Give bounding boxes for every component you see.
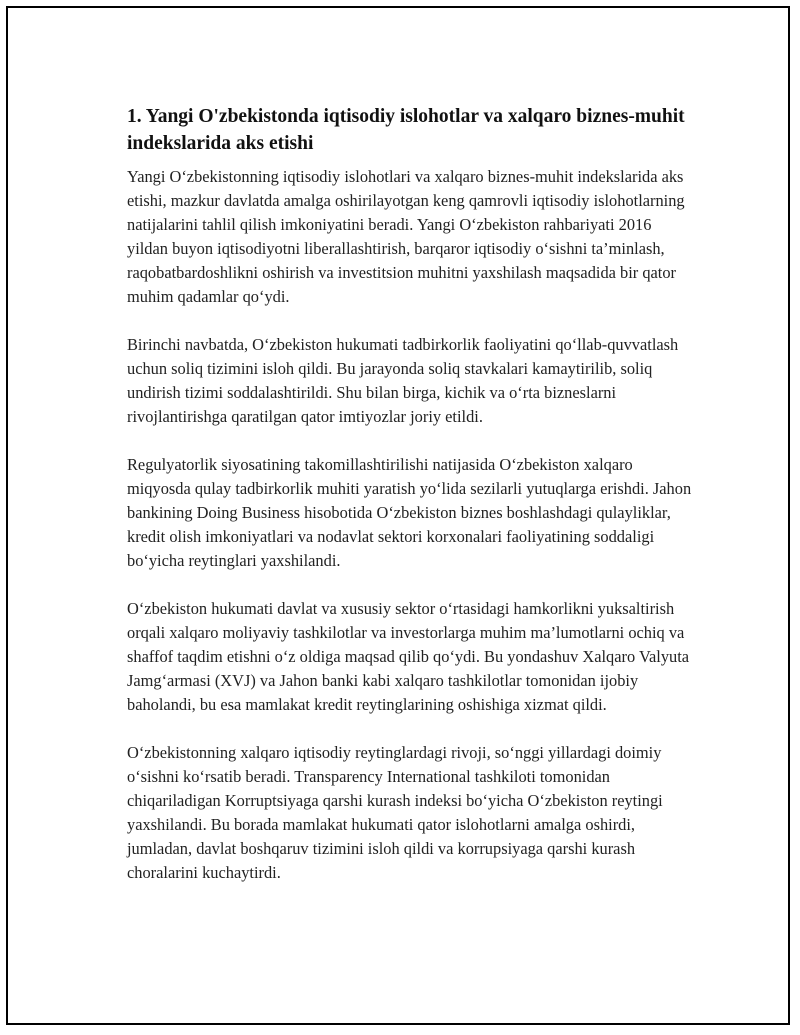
paragraph: O‘zbekistonning xalqaro iqtisodiy reytinglardagi rivoji, so‘nggi yillardagi doimiy o‘sishni ko‘rsatib beradi. Transparency International tashkiloti tomonidan chiqariladigan Korruptsiyaga qarshi kurash indeksi bo‘yicha O‘zbekiston reytingi yaxshilandi. Bu borada mamlakat hukumati qator islohotlarni amalga oshirdi, jumladan, davlat boshqaruv tizimini isloh qildi va korrupsiyaga qarshi kurash choralarini kuchaytirdi. [127, 743, 663, 882]
paragraph: Regulyatorlik siyosatining takomillashtirilishi natijasida O‘zbekiston xalqaro miqyosda qulay tadbirkorlik muhiti yaratish yo‘lida sezilarli yutuqlarga erishdi. Jahon bankining Doing Business hisobotida O‘zbekiston biznes boshlashdagi qulayliklar, kredit olish imkoniyatlari va nodavlat sektori korxonalari faoliyatining soddaligi bo‘yicha reytinglari yaxshilandi. [127, 455, 692, 570]
paragraph: O‘zbekiston hukumati davlat va xususiy sektor o‘rtasidagi hamkorlikni yuksaltirish orqali xalqaro moliyaviy tashkilotlar va investorlarga muhim ma’lumotlarni ochiq va shaffof taqdim etishni o‘z oldiga maqsad qilib qo‘ydi. Bu yondashuv Xalqaro Valyuta Jamg‘armasi (XVJ) va Jahon banki kabi xalqaro tashkilotlar tomonidan ijobiy baholandi, bu esa mamlakat kredit reytinglarining oshishiga xizmat qildi. [127, 599, 690, 714]
paragraph: Birinchi navbatda, O‘zbekiston hukumati tadbirkorlik faoliyatini qo‘llab-quvvatlash uchun soliq tizimini isloh qildi. Bu jarayonda soliq stavkalari kamaytirilib, soliq undirish tizimi soddalashtirildi. Shu bilan birga, kichik va o‘rta bizneslarni rivojlantirishga qaratilgan qator imtiyozlar joriy etildi. [127, 335, 679, 426]
paragraph: Yangi O‘zbekistonning iqtisodiy islohotlari va xalqaro biznes-muhit indekslarida aks etishi, mazkur davlatda amalga oshirilayotgan keng qamrovli iqtisodiy islohotlarning natijalarini tahlil qilish imkoniyatini beradi. Yangi O‘zbekiston rahbariyati 2016 yildan buyon iqtisodiyotni liberallashtirish, barqaror iqtisodiy o‘sishni ta’minlash, raqobatbardoshlikni oshirish va investitsion muhitni yaxshilash maqsadida bir qator muhim qadamlar qo‘ydi. [127, 167, 685, 306]
document-body [127, 103, 693, 909]
page-frame [6, 6, 790, 1025]
section-heading: 1. Yangi O'zbekistonda iqtisodiy islohotlar va xalqaro biznes-muhit indekslarida aks etishi [127, 106, 685, 154]
